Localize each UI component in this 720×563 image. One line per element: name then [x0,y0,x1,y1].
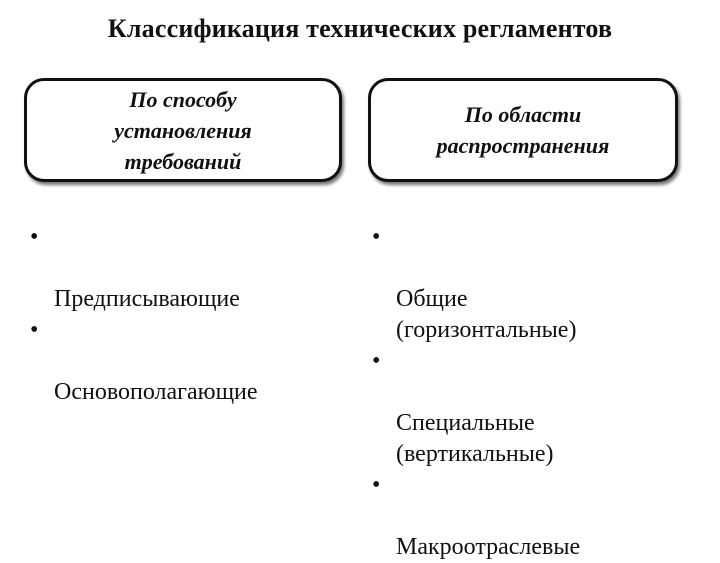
bullet-icon: • [372,224,381,250]
list-item-text: Основополагающие [54,379,258,405]
scope-types-list [368,222,698,563]
list-item-text: Предписывающие [54,286,240,312]
bullet-icon: • [30,224,39,250]
list-item [368,470,698,563]
list-item [368,222,698,346]
list-item [26,315,356,408]
category-label-method: По способу установления требований [114,86,252,174]
list-item-text: Общие (горизонтальные) [396,286,577,343]
method-types-list [26,222,356,408]
category-box-scope [368,78,678,182]
list-item [26,222,356,315]
list-item-text: Специальные (вертикальные) [396,410,554,467]
bullet-icon: • [372,348,381,374]
bullet-icon: • [372,472,381,498]
diagram-title: Классификация технических регламентов [107,14,613,43]
bullet-icon: • [30,317,39,343]
category-box-method [24,78,342,182]
list-item [368,346,698,470]
list-item-text: Макроотраслевые [396,534,581,560]
category-label-scope: По области распространения [436,102,610,158]
